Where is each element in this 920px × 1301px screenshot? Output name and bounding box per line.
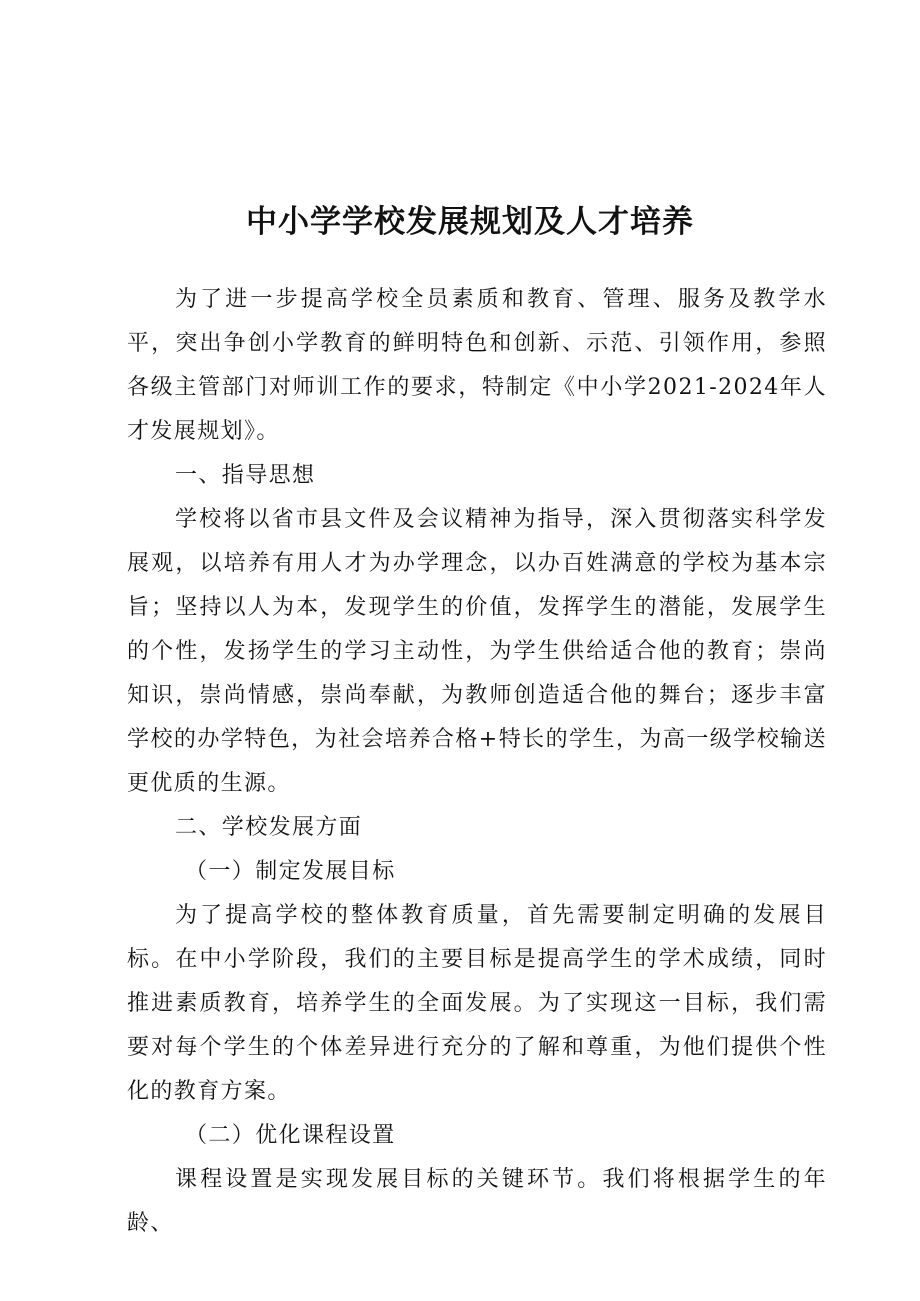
intro-paragraph: 为了进一步提高学校全员素质和教育、管理、服务及教学水平，突出争创小学教育的鲜明特色和创新、示范、引领作用，参照各级主管部门对师训工作的要求，特制定《中小学2021-2024年人才发展规划》。: [127, 287, 827, 444]
subheading-development-goals: （一）制定发展目标: [185, 859, 396, 884]
section-heading-guiding-thought: 一、指导思想: [175, 463, 316, 488]
development-goals-paragraph: 为了提高学校的整体教育质量，首先需要制定明确的发展目标。在中小学阶段，我们的主要目标是提高学生的学术成绩，同时推进素质教育，培养学生的全面发展。为了实现这一目标，我们需要对每个学生的个体差异进行充分的了解和尊重，为他们提供个性化的教育方案。: [127, 903, 827, 1104]
document-title: 中小学学校发展规划及人才培养: [246, 204, 694, 240]
guiding-thought-paragraph: 学校将以省市县文件及会议精神为指导，深入贯彻落实科学发展观，以培养有用人才为办学理念，以办百姓满意的学校为基本宗旨；坚持以人为本，发现学生的价值，发挥学生的潜能，发展学生的个性，发扬学生的学习主动性，为学生供给适合他的教育；崇尚知识，崇尚情感，崇尚奉献，为教师创造适合他的舞台；逐步丰富学校的办学特色，为社会培养合格+特长的学生，为高一级学校输送更优质的生源。: [127, 507, 827, 796]
document-body: [127, 278, 827, 1246]
section-heading-school-development: 二、学校发展方面: [175, 815, 363, 840]
subheading-curriculum: （二）优化课程设置: [185, 1123, 396, 1148]
curriculum-paragraph: 课程设置是实现发展目标的关键环节。我们将根据学生的年龄、: [127, 1167, 827, 1236]
